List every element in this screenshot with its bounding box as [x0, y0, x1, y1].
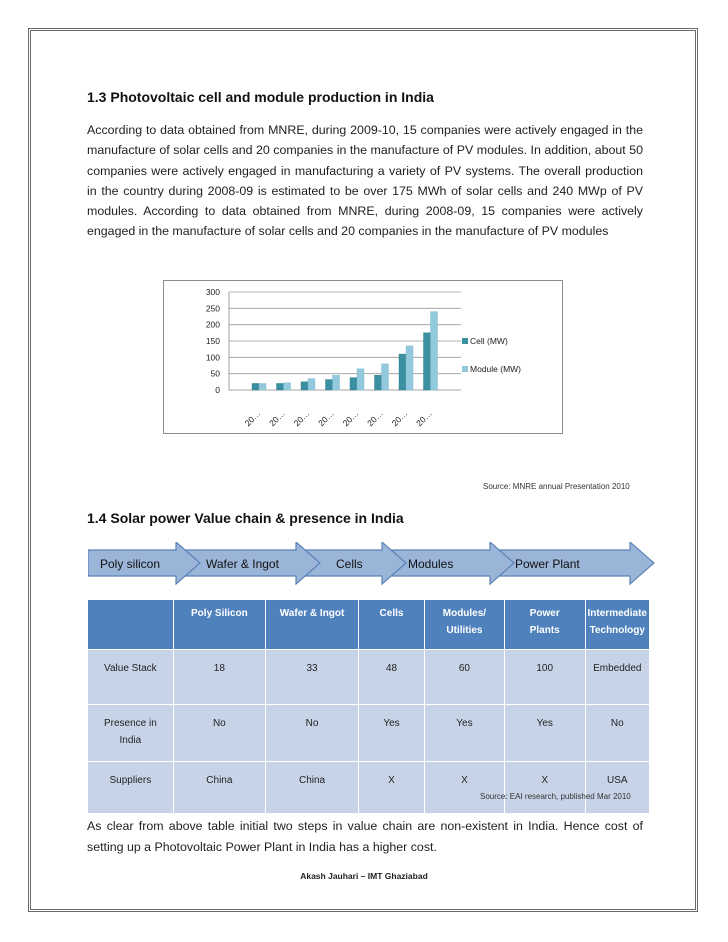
section-heading-value-chain: 1.4 Solar power Value chain & presence in India [87, 510, 404, 526]
legend-swatch [462, 338, 468, 344]
x-tick-label: 20… [389, 408, 410, 429]
chart-canvas [164, 281, 562, 433]
y-tick-label: 300 [205, 287, 220, 297]
bar-cell [424, 333, 431, 390]
value-chain-stage-label: Poly silicon [100, 557, 161, 571]
y-tick-label: 100 [205, 352, 220, 363]
x-tick-label: 20… [365, 408, 385, 429]
legend-label: Cell (MW) [470, 336, 508, 346]
table-cell: X [424, 762, 504, 814]
table-cell: X [504, 762, 585, 814]
value-chain-table [87, 599, 650, 814]
row-label: Value Stack [88, 650, 174, 705]
table-cell: Yes [504, 705, 585, 762]
table-cell: 48 [359, 650, 425, 705]
page-footer: Akash Jauhari – IMT Ghaziabad [300, 871, 428, 881]
bar-cell [326, 380, 333, 390]
x-tick-label: 20… [267, 408, 287, 429]
value-chain-arrows [88, 542, 658, 588]
bar-cell [277, 383, 284, 390]
table-header-cell [88, 600, 174, 650]
table-cell: No [266, 705, 359, 762]
table-cell: USA [585, 762, 649, 814]
bar-module [284, 383, 291, 390]
bar-cell [301, 382, 308, 390]
bar-module [431, 312, 438, 390]
bar-module [357, 369, 364, 390]
legend-label: Module (MW) [470, 364, 522, 374]
x-tick-label: 20… [316, 408, 336, 429]
row-label: Suppliers [88, 762, 174, 814]
table-cell: X [359, 762, 425, 814]
table-header-cell: Intermediate Technology [585, 600, 649, 650]
table-cell: No [173, 705, 265, 762]
y-tick-label: 150 [205, 336, 220, 346]
table-header-cell: Wafer & Ingot [266, 600, 359, 650]
value-chain-stage-label: Wafer & Ingot [206, 557, 279, 571]
value-chain-stage-label: Cells [336, 557, 363, 571]
bar-module [406, 346, 413, 390]
table-source: Source: EAI research, published Mar 2010 [480, 792, 631, 801]
bar-module [333, 375, 340, 390]
y-tick-label: 250 [205, 303, 220, 314]
y-tick-label: 50 [210, 368, 220, 379]
table-cell: Yes [424, 705, 504, 762]
table-row [88, 650, 650, 705]
x-tick-label: 20… [291, 408, 312, 429]
table-cell: China [173, 762, 265, 814]
x-tick-label: 20… [340, 408, 361, 429]
section-paragraph-pv-production: According to data obtained from MNRE, during 2009-10, 15 companies were actively engaged in the manufacture of solar cells and 20 companies in the manufacture of PV modules. In addition, about 50 companies were actively engaged in manufacturing a variety of PV systems. The overall production in the country during 2008-09 is estimated to be over 175 MWh of solar cells and 240 MWp of PV modules. According to data obtained from MNRE, during 2008-09, 15 companies were actively engaged in the manufacture of solar cells and 20 companies in the manufacture of PV modules [87, 123, 643, 239]
value-chain-stage-label: Power Plant [515, 557, 580, 571]
table-cell: 33 [266, 650, 359, 705]
bar-module [382, 364, 389, 390]
table-row [88, 762, 650, 814]
table-header-cell: Poly Silicon [173, 600, 265, 650]
table-cell: Yes [359, 705, 425, 762]
table-header-row [88, 600, 650, 650]
bar-module [259, 383, 266, 390]
y-tick-label: 200 [205, 319, 220, 330]
bar-module [308, 379, 315, 390]
x-tick-label: 20… [242, 408, 263, 429]
table-cell: 60 [424, 650, 504, 705]
table-header-cell: Modules/ Utilities [424, 600, 504, 650]
y-tick-label: 0 [215, 385, 220, 395]
conclusion-paragraph: As clear from above table initial two steps in value chain are non-existent in India. Hence cost of setting up a Photovoltaic Power Plant in India has a higher cost. [87, 819, 643, 854]
bar-cell [399, 354, 406, 390]
x-tick-label: 20… [414, 408, 434, 429]
chart-source: Source: MNRE annual Presentation 2010 [483, 482, 630, 491]
table-header-cell: Cells [359, 600, 425, 650]
table-cell: No [585, 705, 649, 762]
table-cell: China [266, 762, 359, 814]
table-header-cell: Power Plants [504, 600, 585, 650]
legend-swatch [462, 366, 468, 372]
table-cell: 18 [173, 650, 265, 705]
table-cell: 100 [504, 650, 585, 705]
bar-cell [375, 375, 382, 390]
section-heading-pv-production: 1.3 Photovoltaic cell and module production in India [87, 89, 434, 105]
table-row [88, 705, 650, 762]
bar-cell [350, 378, 357, 390]
value-chain-stage-label: Modules [408, 557, 454, 571]
production-chart [163, 280, 563, 434]
bar-cell [252, 383, 259, 390]
table-cell: Embedded [585, 650, 649, 705]
row-label: Presence in India [88, 705, 174, 762]
